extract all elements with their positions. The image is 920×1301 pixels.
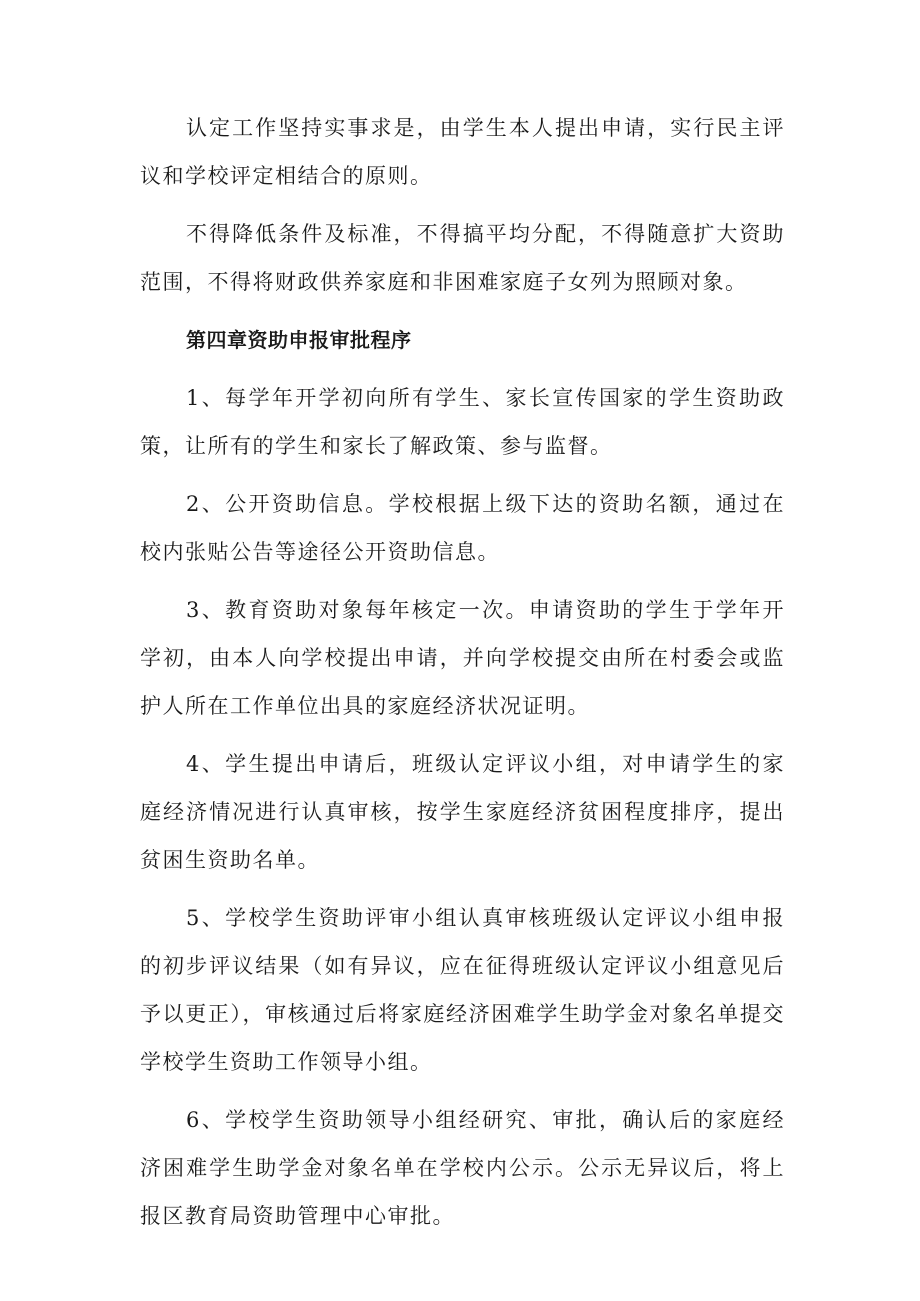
document-body: [140, 104, 785, 1250]
step-4-paragraph: 4、学生提出申请后，班级认定评议小组，对申请学生的家庭经济情况进行认真审核，按学生家庭经济贫困程度排序，提出贫困生资助名单。: [140, 752, 785, 872]
paragraph-principle: 认定工作坚持实事求是，由学生本人提出申请，实行民主评议和学校评定相结合的原则。: [140, 116, 785, 188]
paragraph-restrictions: 不得降低条件及标准，不得搞平均分配，不得随意扩大资助范围，不得将财政供养家庭和非困难家庭子女列为照顾对象。: [140, 222, 785, 294]
step-6-paragraph: 6、学校学生资助领导小组经研究、审批，确认后的家庭经济困难学生助学金对象名单在学校内公示。公示无异议后，将上报区教育局资助管理中心审批。: [140, 1108, 785, 1228]
step-1-paragraph: 1、每学年开学初向所有学生、家长宣传国家的学生资助政策，让所有的学生和家长了解政策、参与监督。: [140, 386, 785, 458]
chapter-heading: 第四章资助申报审批程序: [186, 328, 412, 352]
step-3-paragraph: 3、教育资助对象每年核定一次。申请资助的学生于学年开学初，由本人向学校提出申请，并向学校提交由所在村委会或监护人所在工作单位出具的家庭经济状况证明。: [140, 598, 785, 718]
step-5-paragraph: 5、学校学生资助评审小组认真审核班级认定评议小组申报的初步评议结果（如有异议，应在征得班级认定评议小组意见后予以更正），审核通过后将家庭经济困难学生助学金对象名单提交学校学生资助工作领导小组。: [140, 906, 785, 1074]
step-2-paragraph: 2、公开资助信息。学校根据上级下达的资助名额，通过在校内张贴公告等途径公开资助信息。: [140, 492, 785, 564]
